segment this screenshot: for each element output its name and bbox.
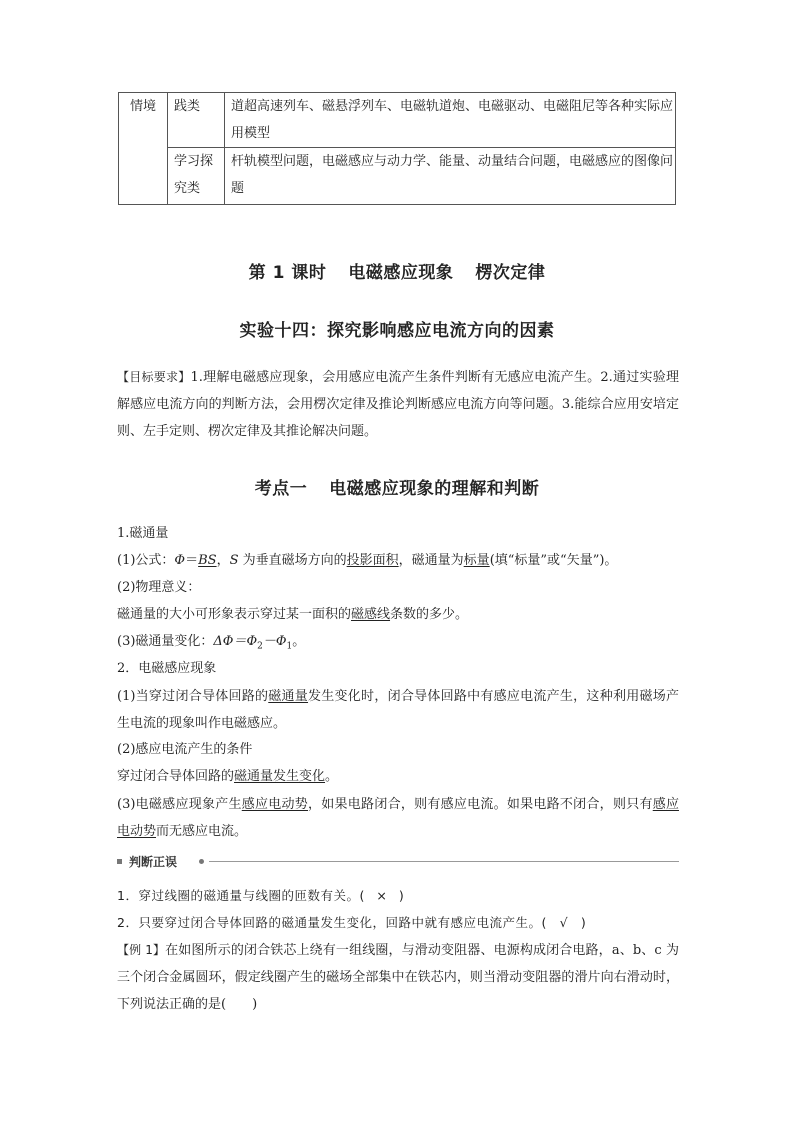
category-table: [118, 92, 676, 205]
text: －Φ: [262, 634, 287, 649]
example-paragraph: [117, 937, 679, 1018]
emf-paragraph: [117, 791, 679, 845]
answer-underline: 投影面积: [346, 553, 399, 568]
answer-underline: 磁通量发生变化: [234, 769, 326, 784]
table-row: [119, 93, 676, 148]
text: ，如果电路闭合，则有感应电流。如果电路不闭合，则只有: [308, 797, 653, 812]
text: 。: [325, 769, 339, 784]
text: 发生变化时，闭合导体回路中有感应电流产生，这种利用磁场产生电流的现象叫作电磁感应。: [117, 689, 679, 731]
section-bar-label: 判断正误: [129, 855, 178, 869]
example-text: 在如图所示的闭合铁芯上绕有一组线圈，与滑动变阻器、电源构成闭合电路，a、b、c 为三个闭合金属圆环，假定线圈产生的磁场全部集中在铁芯内，则当滑动变阻器的滑片向右滑动时，下列说法正确的是( ): [117, 943, 679, 1012]
text: (3)电磁感应现象产生: [117, 797, 242, 812]
text: ): [580, 915, 587, 930]
lesson-title: [0, 258, 794, 283]
topic-number: 考点一: [254, 479, 308, 499]
topic-title: [0, 474, 794, 499]
text: 。: [292, 634, 306, 649]
text: 1: [286, 641, 293, 652]
lesson-number: 第 1 课时: [248, 263, 327, 283]
answer-underline: 感应电动势: [241, 797, 309, 812]
text: ＝: [185, 553, 199, 568]
flux-change-line: [117, 632, 305, 657]
judgment-text: 2．只要穿过闭合导体回路的磁通量发生变化，回路中就有感应电流产生。(: [117, 915, 547, 930]
text: 2: [257, 641, 263, 652]
table-cell: 情境: [119, 93, 168, 205]
text: 穿过闭合导体回路的: [117, 769, 235, 784]
dot-bullet-icon: [199, 859, 204, 864]
text: (1)公式：: [117, 553, 175, 568]
text: S: [229, 553, 239, 568]
text: Φ: [174, 553, 186, 568]
square-bullet-icon: [117, 859, 122, 864]
lesson-name-a: 电磁感应现象: [348, 263, 454, 283]
section-bar: [117, 853, 679, 871]
text: 而无感应电流。: [156, 824, 248, 839]
text: 磁通量的大小可形象表示穿过某一面积的: [117, 607, 352, 622]
objectives-text: 1.理解电磁感应现象，会用感应电流产生条件判断有无感应电流产生。2.通过实验理解感应电流方向的判断方法，会用楞次定律及推论判断感应电流方向等问题。3.能综合应用安培定则、左手定则、楞次定律及其推论解决问题。: [117, 370, 679, 439]
objectives: [117, 364, 679, 445]
judgment-text: 1．穿过线圈的磁通量与线圈的匝数有关。(: [117, 888, 365, 903]
table-row: [119, 148, 676, 205]
table-cell: 践类: [168, 93, 225, 148]
table-cell: 学习探究类: [168, 148, 225, 205]
judgment-item: [117, 913, 586, 933]
text: (3)磁通量变化：: [117, 634, 214, 649]
text: (填“标量”或“矢量”)。: [489, 553, 618, 568]
table-cell: 杆轨模型问题，电磁感应与动力学、能量、动量结合问题，电磁感应的图像问题: [225, 148, 676, 205]
physical-meaning-heading: (2)物理意义：: [117, 580, 201, 595]
physical-meaning-text: [117, 605, 468, 625]
check-mark-icon: √: [559, 915, 569, 930]
answer-underline: 标量: [463, 553, 490, 568]
cross-mark-icon: ×: [376, 888, 388, 903]
answer-underline: BS: [198, 553, 217, 568]
flux-formula-line: [117, 551, 617, 571]
lesson-name-b: 楞次定律: [475, 263, 546, 283]
experiment-title: 实验十四：探究影响感应电流方向的因素: [239, 321, 555, 341]
text: ): [398, 888, 405, 903]
text: (1)当穿过闭合导体回路的: [117, 689, 269, 704]
judgment-item: [117, 886, 404, 906]
topic-name: 电磁感应现象的理解和判断: [329, 479, 540, 499]
condition-heading: (2)感应电流产生的条件: [117, 742, 253, 757]
objectives-label: 【目标要求】: [117, 370, 191, 384]
condition-text: [117, 767, 338, 787]
section-heading-induction: 2．电磁感应现象: [117, 661, 217, 676]
answer-underline: 磁感线: [351, 607, 391, 622]
induction-paragraph: [117, 683, 679, 737]
section-divider: [209, 861, 679, 862]
answer-underline: 感应电动势: [117, 797, 679, 839]
example-label: 【例 1】: [117, 943, 166, 957]
table-cell: 道超高速列车、磁悬浮列车、电磁轨道炮、电磁驱动、电磁阻尼等各种实际应用模型: [225, 93, 676, 148]
section-heading-flux: 1.磁通量: [117, 526, 169, 541]
text: ，: [216, 553, 230, 568]
text: ，磁通量为: [398, 553, 464, 568]
text: ΔΦ＝Φ: [213, 634, 258, 649]
text: 为垂直磁场方向的: [238, 553, 347, 568]
answer-underline: 磁通量: [268, 689, 309, 704]
text: 条数的多少。: [390, 607, 469, 622]
